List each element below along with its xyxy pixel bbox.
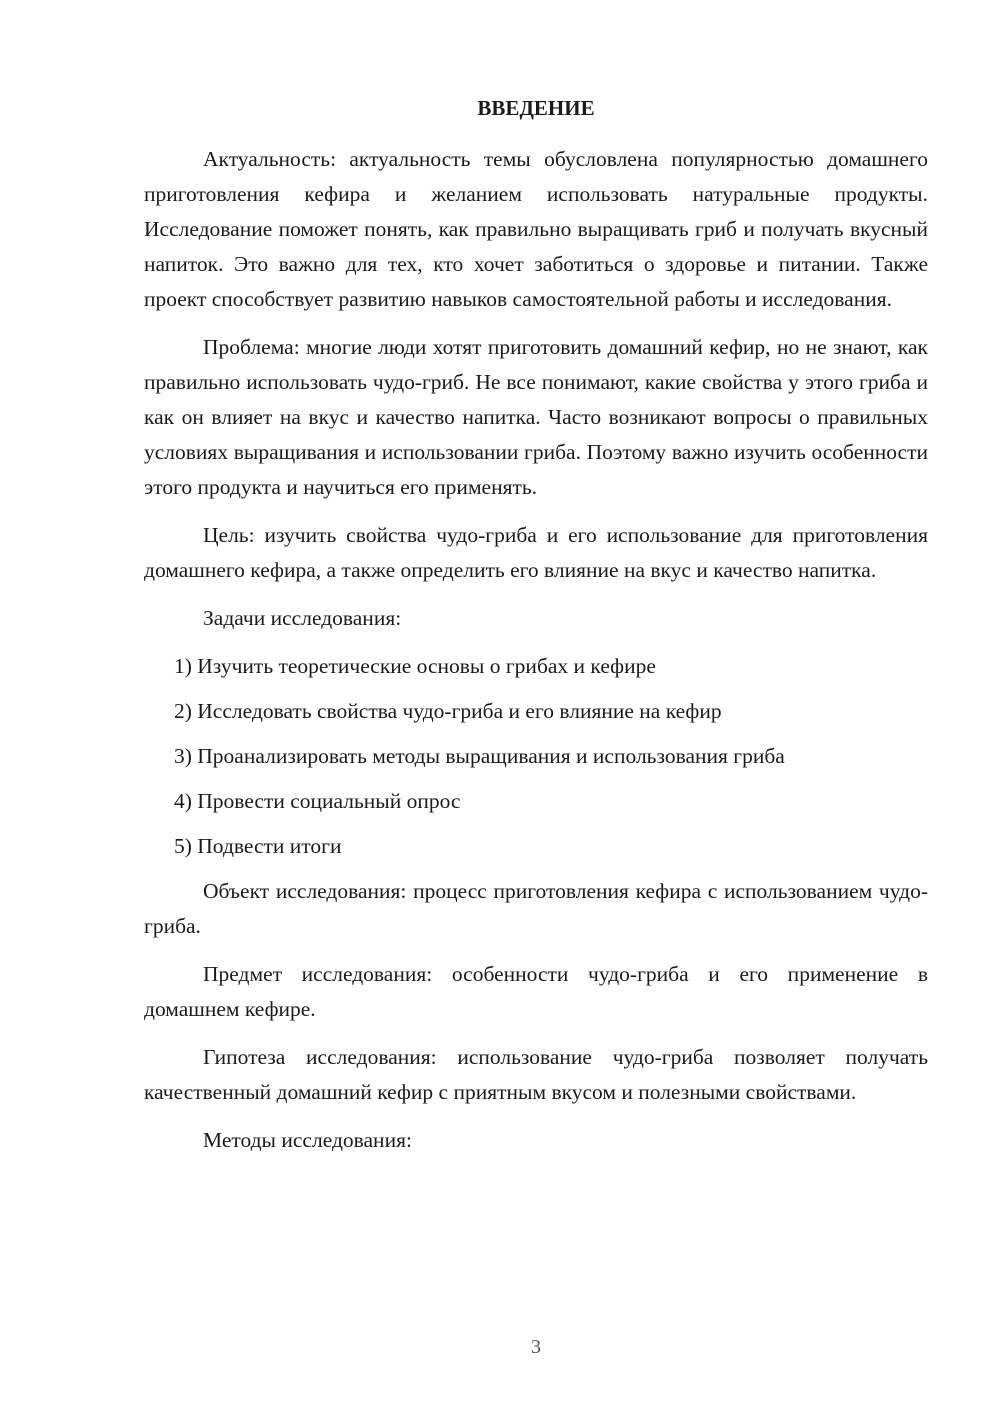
paragraph-object: Объект исследования: процесс приготовления кефира с использованием чудо-гриба. [144,879,928,938]
list-item: 3) Проанализировать методы выращивания и использования гриба [174,744,785,768]
methods-title: Методы исследования: [203,1128,412,1152]
list-item: 4) Провести социальный опрос [174,789,461,813]
document-body [144,142,928,1171]
page-title: ВВЕДЕНИЕ [477,96,595,120]
paragraph-goal: Цель: изучить свойства чудо-гриба и его использование для приготовления домашнего кефира, а также определить его влияние на вкус и качество напитка. [144,523,928,582]
list-item: 1) Изучить теоретические основы о грибах и кефире [174,654,656,678]
list-item: 2) Исследовать свойства чудо-гриба и его влияние на кефир [174,699,722,723]
paragraph-hypothesis: Гипотеза исследования: использование чудо-гриба позволяет получать качественный домашний кефир с приятным вкусом и полезными свойствами. [144,1045,928,1104]
paragraph-relevance: Актуальность: актуальность темы обусловлена популярностью домашнего приготовления кефира и желанием использовать натуральные продукты. Исследование поможет понять, как правильно выращивать гриб и получать вкусный напиток. Это важно для тех, кто хочет заботиться о здоровье и питании. Также проект способствует развитию навыков самостоятельной работы и исследования. [144,147,928,311]
list-item: 5) Подвести итоги [174,834,342,858]
paragraph-subject: Предмет исследования: особенности чудо-гриба и его применение в домашнем кефире. [144,962,928,1021]
paragraph-problem: Проблема: многие люди хотят приготовить домашний кефир, но не знают, как правильно использовать чудо-гриб. Не все понимают, какие свойства у этого гриба и как он влияет на вкус и качество напитка. Часто возникают вопросы о правильных условиях выращивания и использовании гриба. Поэтому важно изучить особенности этого продукта и научиться его применять. [144,335,928,499]
tasks-list [144,649,928,864]
page-number: 3 [531,1336,541,1358]
tasks-title: Задачи исследования: [203,606,402,630]
